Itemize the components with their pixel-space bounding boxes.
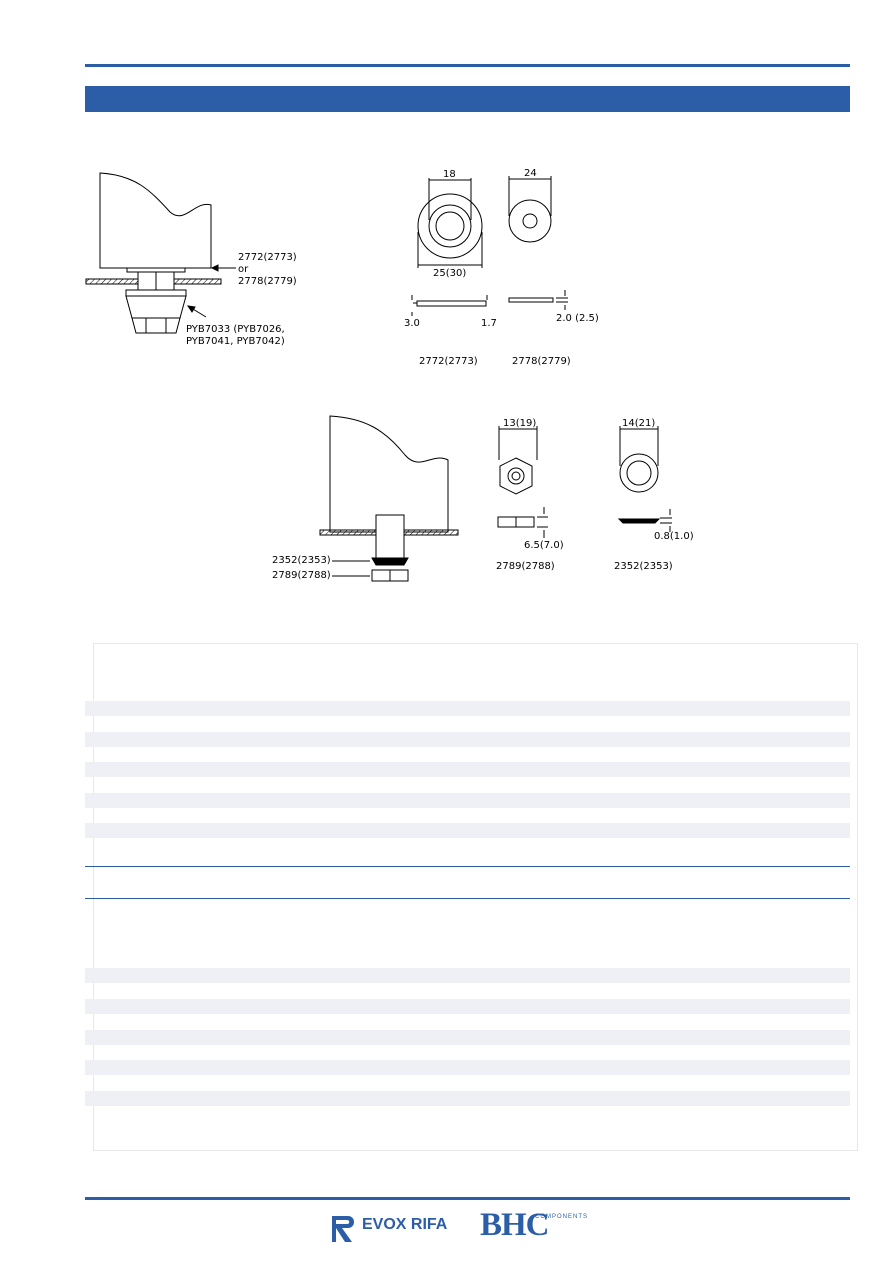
brand-bhc: BHC <box>480 1207 549 1243</box>
fig4-thick-hex: 6.5(7.0) <box>524 540 564 551</box>
fig1-capacitor-assembly <box>86 173 236 333</box>
fig2-thick-left: 3.0 <box>404 318 420 329</box>
table-row <box>85 1060 850 1075</box>
fig4-dim-hex: 13(19) <box>503 418 537 429</box>
table-row <box>85 762 850 777</box>
fig3-callout-lock: 2352(2353) <box>272 555 331 566</box>
table-row <box>85 701 850 716</box>
fig2-dim-inner: 18 <box>443 169 456 180</box>
evox-rifa-logo-icon <box>330 1214 360 1244</box>
fig2-caption-b: 2778(2779) <box>512 356 571 367</box>
brand-bhc-sub: COMPONENTS <box>535 1214 589 1220</box>
table-row <box>85 823 850 838</box>
fig5-caption-lock: 2352(2353) <box>614 561 673 572</box>
table-row <box>85 793 850 808</box>
table-row <box>85 999 850 1014</box>
fig4-caption-hex: 2789(2788) <box>496 561 555 572</box>
fig1-callout-or: or <box>238 264 249 275</box>
fig3-capacitor-assembly <box>320 416 458 581</box>
fig5-dim-lock: 14(21) <box>622 418 656 429</box>
table-row <box>85 1030 850 1045</box>
fig5-thick-lock: 0.8(1.0) <box>654 531 694 542</box>
fig2-thick-right: 1.7 <box>481 318 497 329</box>
fig2-caption-a: 2772(2773) <box>419 356 478 367</box>
fig2-dim-flat-outer: 24 <box>524 168 537 179</box>
table-row <box>85 968 850 983</box>
table-divider <box>85 866 850 867</box>
table-divider <box>85 898 850 899</box>
brand-evox-rifa: EVOX RIFA <box>362 1216 448 1233</box>
fig2-dim-outer: 25(30) <box>433 268 467 279</box>
fig1-callout-nut-line2: PYB7041, PYB7042) <box>186 336 285 347</box>
footer-rule <box>85 1197 850 1200</box>
fig3-callout-nut: 2789(2788) <box>272 570 331 581</box>
fig5-lock-washer <box>619 426 672 532</box>
table-row <box>85 1091 850 1106</box>
fig1-callout-washer-a: 2772(2773) <box>238 252 297 263</box>
fig1-callout-nut-line1: PYB7033 (PYB7026, <box>186 324 285 335</box>
fig4-hex-nut <box>498 426 548 538</box>
table-row <box>85 732 850 747</box>
fig1-callout-washer-b: 2778(2779) <box>238 276 297 287</box>
fig2-thick-flat: 2.0 (2.5) <box>556 313 599 324</box>
fig2-washer-drawings <box>412 176 568 316</box>
